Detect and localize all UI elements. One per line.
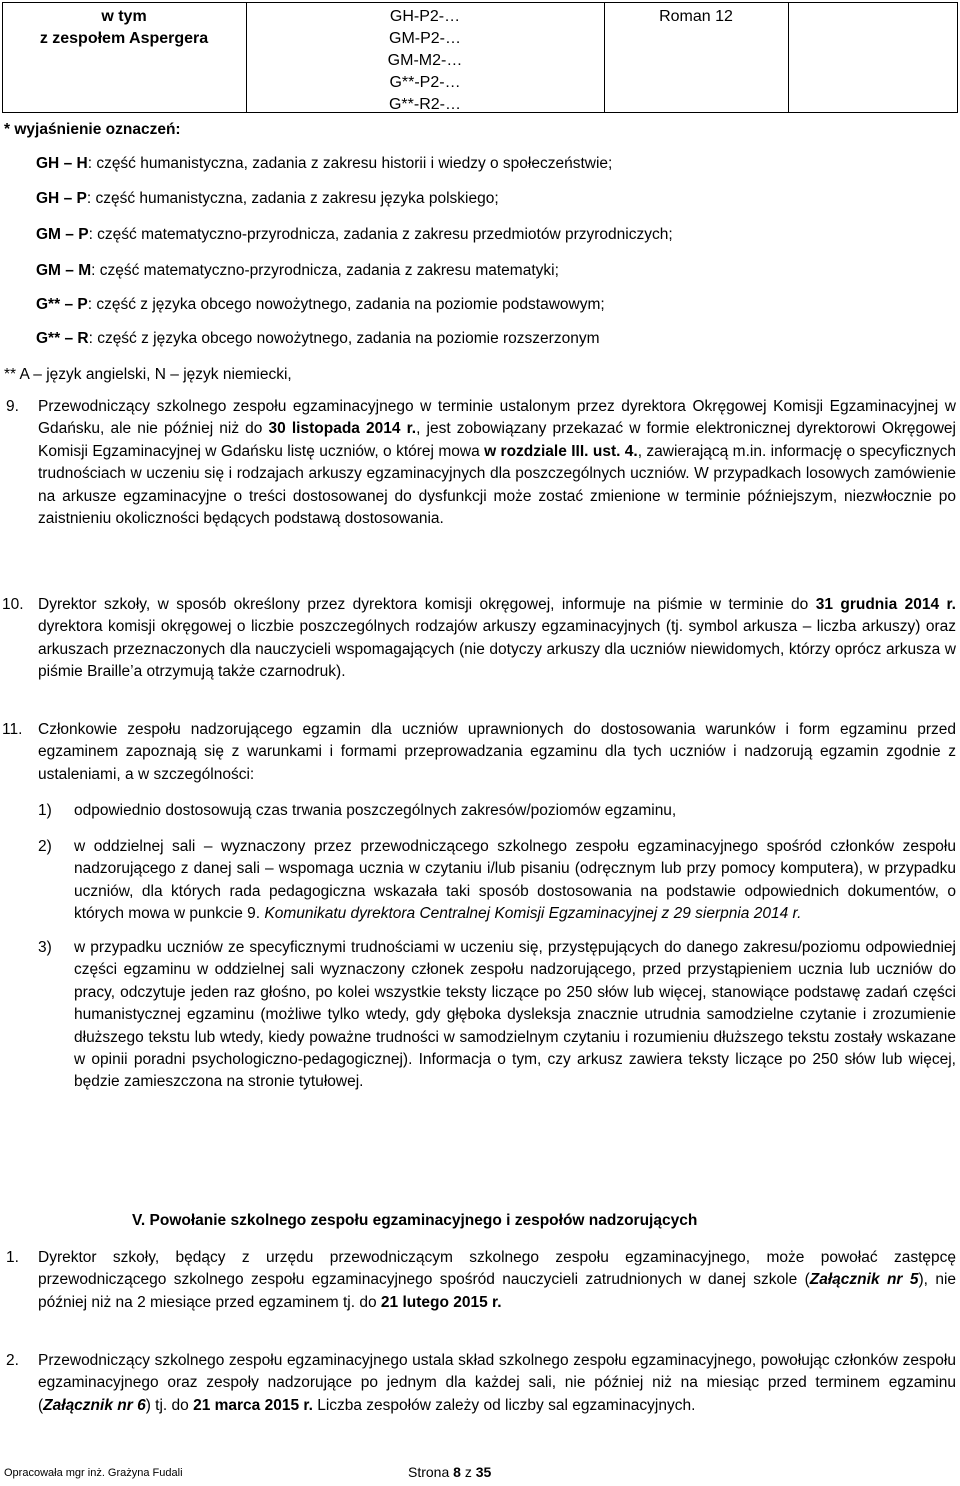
legend-item [36, 330, 599, 348]
legend-item [36, 190, 499, 208]
legend-code: GH [36, 155, 60, 172]
legend-dash: – [64, 330, 74, 347]
legend-dash: – [63, 190, 73, 207]
legend-dash: – [64, 296, 74, 313]
legend-item [36, 262, 559, 280]
header-table [2, 2, 958, 114]
list-item: w przypadku uczniów ze specyficznymi trudnościami w uczeniu się, przystępujących do danego zakresu/poziomu odpowiedniej części egzaminu w oddzielnej sali wyznaczony członek zespołu nadzorującego, przed przystąpieniem ucznia lub uczniów do pracy, odczytuje jeden raz głośno, po kolei wszystkie teksty liczące po 250 słów lub więcej, stanowiące podstawę zadań części humanistycznej egzaminu (możliwe tylko wtedy, gdy głęboka dysleksja znacznie utrudnia samodzielne czytanie i zrozumienie dłuższego tekstu lub wtedy, kiedy poważne trudności w samodzielnym czytaniu i rozumieniu dłuższego tekstu zostały wskazane w opinii poradni psychologiczno-pedagogicznej). Informacja o tym, czy arkusz zawiera teksty liczące po 250 słów lub więcej, będzie zamieszczona na stronie tytułowej. [74, 939, 956, 1091]
page-number: Strona 8 z 35 [408, 1464, 492, 1480]
paragraph-number: 10. [2, 596, 24, 613]
paragraph-number: 11. [2, 721, 23, 738]
legend-code: GM [36, 262, 61, 279]
legend-footnote: ** A – język angielski, N – język niemiecki, [4, 366, 292, 383]
legend-letter: M [78, 262, 92, 279]
legend-text: : część matematyczno-przyrodnicza, zadania z zakresu matematyki; [91, 262, 559, 279]
legend-code: GM [36, 226, 61, 243]
table-cell-group: w tym z zespołem Aspergera [39, 8, 209, 47]
legend-code: GH [36, 190, 60, 207]
legend-item [36, 296, 605, 314]
legend-text: : część z języka obcego nowożytnego, zadania na poziomie rozszerzonym [88, 330, 600, 347]
legend-item [36, 226, 673, 244]
legend-letter: P [77, 296, 88, 313]
table-cell-codes: GH-P2-… GM-P2-… GM-M2-… G**-P2-… G**-R2-… [387, 8, 463, 113]
paragraph-11: Członkowie zespołu nadzorującego egzamin dla uczniów uprawnionych do dostosowania warunków i form egzaminu przed egzaminem zapoznają się z warunkami i formami przeprowadzania egzaminu dla tych uczniów i nadzorują egzamin zgodnie z ustaleniami, a w szczególności: [38, 721, 956, 783]
section-v-paragraph-1: Dyrektor szkoły, będący z urzędu przewodniczącym szkolnego zespołu egzaminacyjnego, może powołać zastępcę przewodniczącego szkolnego zespołu egzaminacyjnego spośród nauczycieli zatrudnionych w danej szkole (Załącznik nr 5), nie później niż na 2 miesiące przed egzaminem tj. do 21 lutego 2015 r. [38, 1249, 957, 1311]
section-heading: V. Powołanie szkolnego zespołu egzaminacyjnego i zespołów nadzorujących [132, 1212, 698, 1229]
legend-letter: R [77, 330, 89, 347]
paragraph-number: 1. [6, 1249, 19, 1266]
legend-text: : część z języka obcego nowożytnego, zadania na poziomie podstawowym; [87, 296, 605, 313]
legend-letter: P [78, 226, 89, 243]
list-item-number: 1) [38, 802, 52, 819]
legend-text: : część humanistyczna, zadania z zakresu historii i wiedzy o społeczeństwie; [87, 155, 613, 172]
legend-item [36, 155, 612, 173]
list-item: w oddzielnej sali – wyznaczony przez przewodniczącego szkolnego zespołu egzaminacyjnego spośród członków zespołu nadzorującego z danej sali – wspomaga ucznia w czytaniu i/lub pisaniu (odręcznym lub przy pomocy komputera), w przypadku uczniów, dla których rada pedagogiczna wskazała taki sposób dostosowania na podstawie odpowiednich dokumentów, o których mowa w punkcie 9. Komunikatu dyrektora Centralnej Komisji Egzaminacyjnej z 29 sierpnia 2014 r. [74, 838, 956, 923]
legend-code: G** [36, 330, 61, 347]
list-item: odpowiednio dostosowują czas trwania poszczególnych zakresów/poziomów egzaminu, [74, 802, 677, 819]
list-item-number: 2) [38, 838, 52, 855]
legend-dash: – [63, 155, 73, 172]
legend-code: G** [36, 296, 61, 313]
section-v-paragraph-2: Przewodniczący szkolnego zespołu egzaminacyjnego ustala skład szkolnego zespołu egzaminacyjnego, powołując członków zespołu egzaminacyjnego oraz zespoły nadzorujące po jednym dla każdej sali, nie później niż na miesiąc przed terminem egzaminu (Załącznik nr 6) tj. do 21 marca 2015 r. Liczba zespołów zależy od liczby sal egzaminacyjnych. [38, 1352, 956, 1414]
legend-text: : część humanistyczna, zadania z zakresu języka polskiego; [86, 190, 499, 207]
legend-letter: H [76, 155, 88, 172]
legend-letter: P [76, 190, 87, 207]
legend-dash: – [65, 226, 74, 243]
paragraph-number: 2. [6, 1352, 19, 1369]
legend-title: * wyjaśnienie oznaczeń: [4, 121, 181, 138]
footer-author: Opracowała mgr inż. Grażyna Fudali [4, 1467, 183, 1479]
table-cell-font: Roman 12 [659, 8, 733, 25]
legend-text: : część matematyczno-przyrodnicza, zadania z zakresu przedmiotów przyrodniczych; [88, 226, 673, 243]
paragraph-10: Dyrektor szkoły, w sposób określony przez dyrektora komisji okręgowej, informuje na piśmie w terminie do 31 grudnia 2014 r. dyrektora komisji okręgowej o liczbie poszczególnych rodzajów arkuszy egzaminacyjnych (tj. symbol arkusza – liczba arkuszy) oraz arkuszach przeznaczonych dla nauczycieli wspomagających (nie dotyczy arkuszy dla uczniów niewidomych, którzy oprócz arkusza w piśmie Braille’a otrzymują także czarnodruk). [38, 596, 956, 681]
list-item-number: 3) [38, 939, 52, 956]
legend-dash: – [65, 262, 74, 279]
paragraph-9: Przewodniczący szkolnego zespołu egzaminacyjnego w terminie ustalonym przez dyrektora Okręgowej Komisji Egzaminacyjnej w Gdańsku, ale nie później niż do 30 listopada 2014 r., jest zobowiązany przekazać w formie elektronicznej dyrektorowi Okręgowej Komisji Egzaminacyjnej w Gdańsku listę uczniów, o której mowa w rozdziale III. ust. 4., zawierającą m.in. informację o specyficznych trudnościach w uczeniu się i rodzajach arkuszy egzaminacyjnych dla poszczególnych uczniów. W przypadkach losowych zamówienie na arkusze egzaminacyjne o treści dostosowanej do dysfunkcji może zostać zmienione w terminie późniejszym, niezwłocznie po zaistnieniu okoliczności będących podstawą dostosowania. [38, 398, 957, 528]
paragraph-number: 9. [6, 398, 19, 415]
